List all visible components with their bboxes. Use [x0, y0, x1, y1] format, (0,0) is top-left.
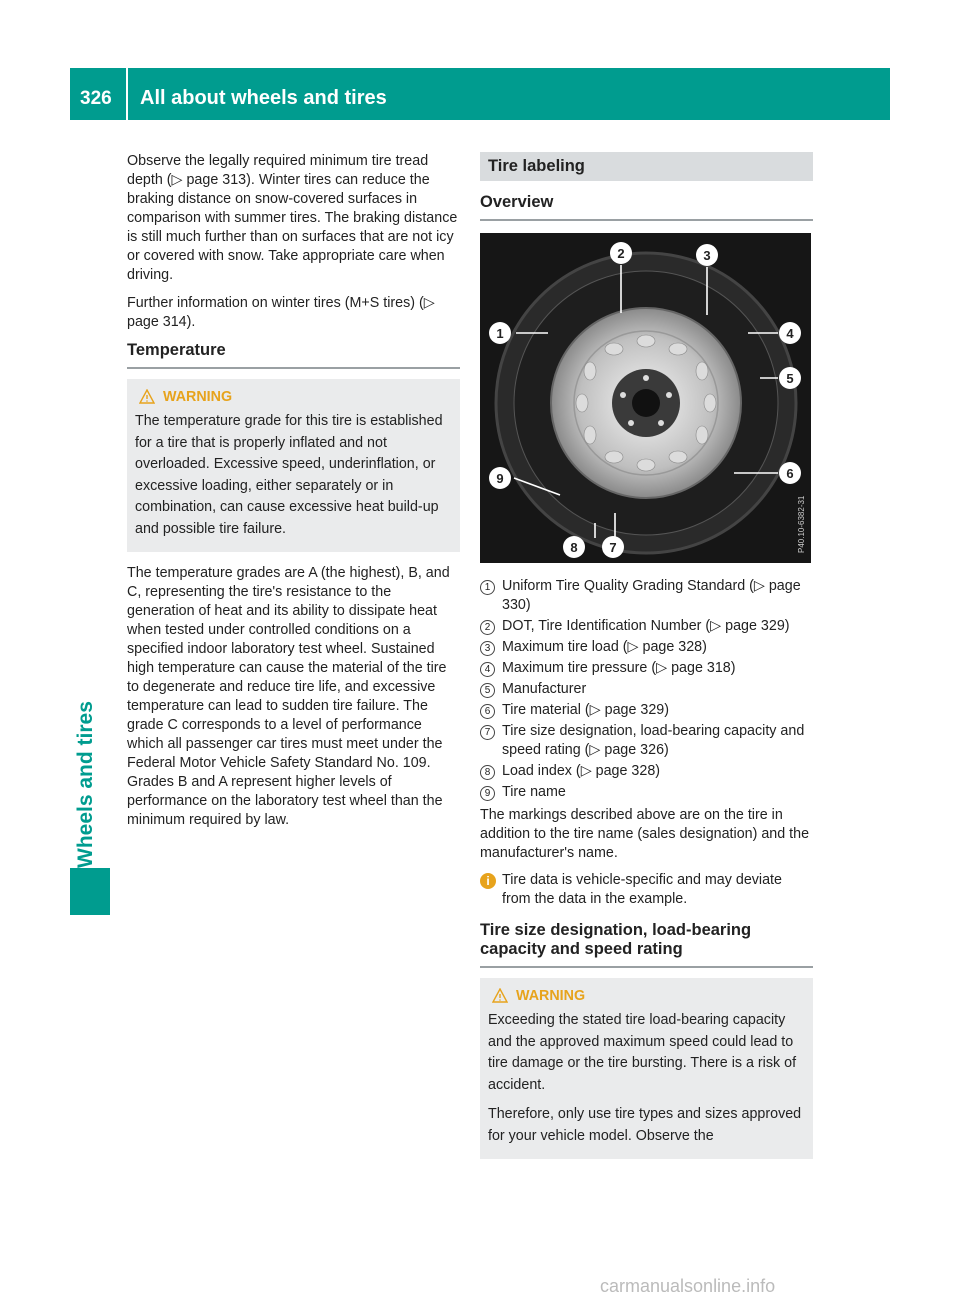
left-column [127, 152, 460, 830]
warning-header [488, 988, 805, 1004]
list-item [480, 680, 813, 699]
callout-number: 7 [480, 725, 495, 740]
list-item-text: Maximum tire load (▷ page 328) [502, 639, 707, 655]
paragraph-winter-info: Further information on winter tires (M+S tires) (▷ page 314). [127, 295, 435, 330]
tire-illustration-graphic [480, 233, 811, 563]
list-item-text: Manufacturer [502, 681, 587, 697]
callout-9-label: 9 [496, 471, 504, 486]
page-title: All about wheels and tires [140, 87, 387, 109]
callout-number: 9 [480, 786, 495, 801]
list-item [480, 577, 813, 615]
warning-text: The temperature grade for this tire is established for a tire that is properly inflated and not overloaded. Excessive speed, underinflation, or excessive loading, either separately or in combination, can cause excessive heat build-up and possible tire failure. [135, 413, 443, 537]
right-column [480, 152, 813, 1171]
list-item-text: Load index (▷ page 328) [502, 763, 661, 779]
callout-number: 1 [480, 580, 495, 595]
warning-label: WARNING [516, 988, 586, 1004]
callout-number: 3 [480, 641, 495, 656]
page-number: 326 [80, 88, 112, 109]
warning-label: WARNING [163, 389, 233, 405]
info-note [480, 871, 813, 909]
paragraph-tread-depth: Observe the legally required minimum tire tread depth (▷ page 313). Winter tires can reduce the braking distance on snow-covered surfaces in comparison with summer tires. The braking distance is still much further than on surfaces that are not icy or covered with snow. Take appropriate care when driving. [127, 153, 458, 283]
callout-5-label: 5 [786, 371, 794, 386]
section-title-tire-labeling: Tire labeling [480, 152, 813, 181]
figure-code: P40.10-6382-31 [797, 495, 806, 553]
sidebar-section-label: Wheels and tires [74, 701, 97, 868]
callout-number: 2 [480, 620, 495, 635]
list-item-text: Tire name [502, 784, 566, 800]
list-item [480, 722, 813, 760]
callout-2-label: 2 [617, 246, 625, 261]
list-item-text: DOT, Tire Identification Number (▷ page 329) [502, 618, 790, 634]
callout-list [480, 577, 813, 802]
tire-illustration [480, 233, 811, 563]
warning-icon [139, 389, 155, 405]
callout-6-label: 6 [786, 466, 794, 481]
callout-8-label: 8 [570, 540, 578, 555]
list-item-text: Uniform Tire Quality Grading Standard (▷ page 330) [502, 578, 801, 613]
callout-number: 5 [480, 683, 495, 698]
side-tab-marker [70, 868, 110, 915]
info-text: Tire data is vehicle-specific and may deviate from the data in the example. [502, 872, 782, 907]
warning-text-continued: Therefore, only use tire types and sizes approved for your vehicle model. Observe the [488, 1106, 802, 1144]
warning-text: Exceeding the stated tire load-bearing capacity and the approved maximum speed could lead to tire damage or the tire bursting. There is a risk of accident. [488, 1012, 797, 1093]
list-item-text: Tire material (▷ page 329) [502, 702, 670, 718]
list-item-text: Maximum tire pressure (▷ page 318) [502, 660, 736, 676]
list-item [480, 762, 813, 781]
paragraph-markings: The markings described above are on the tire in addition to the tire name (sales designation) and the manufacturer's name. [480, 807, 810, 861]
callout-7-label: 7 [609, 540, 617, 555]
warning-box-temperature [127, 379, 460, 552]
callout-4-label: 4 [786, 326, 794, 341]
heading-temperature: Temperature [127, 341, 460, 369]
watermark: carmanualsonline.info [600, 1276, 776, 1296]
callout-number: 8 [480, 765, 495, 780]
callout-number: 4 [480, 662, 495, 677]
warning-box-load [480, 978, 813, 1159]
warning-header [135, 389, 452, 405]
paragraph-temperature-grades: The temperature grades are A (the highest), B, and C, representing the tire's resistance to the generation of heat and its ability to dissipate heat when tested under controlled conditions on a specified indoor laboratory test wheel. Sustained high temperature can cause the material of the tire to degenerate and reduce tire life, and excessive temperature can lead to sudden tire failure. The grade C corresponds to a level of performance which all passenger car tires must meet under the Federal Motor Vehicle Safety Standard No. 109. Grades B and A represent higher levels of performance on the laboratory test wheel than the minimum required by law. [127, 565, 450, 828]
list-item [480, 617, 813, 636]
info-icon: i [480, 873, 496, 889]
heading-size-designation: Tire size designation, load-bearing capacity and speed rating [480, 921, 813, 968]
list-item [480, 638, 813, 657]
list-item-text: Tire size designation, load-bearing capacity and speed rating (▷ page 326) [502, 723, 805, 758]
heading-overview: Overview [480, 193, 813, 221]
list-item [480, 701, 813, 720]
list-item [480, 783, 813, 802]
header-divider [126, 68, 128, 120]
list-item [480, 659, 813, 678]
warning-icon [492, 988, 508, 1004]
callout-1-label: 1 [496, 326, 504, 341]
callout-3-label: 3 [703, 248, 711, 263]
callout-number: 6 [480, 704, 495, 719]
